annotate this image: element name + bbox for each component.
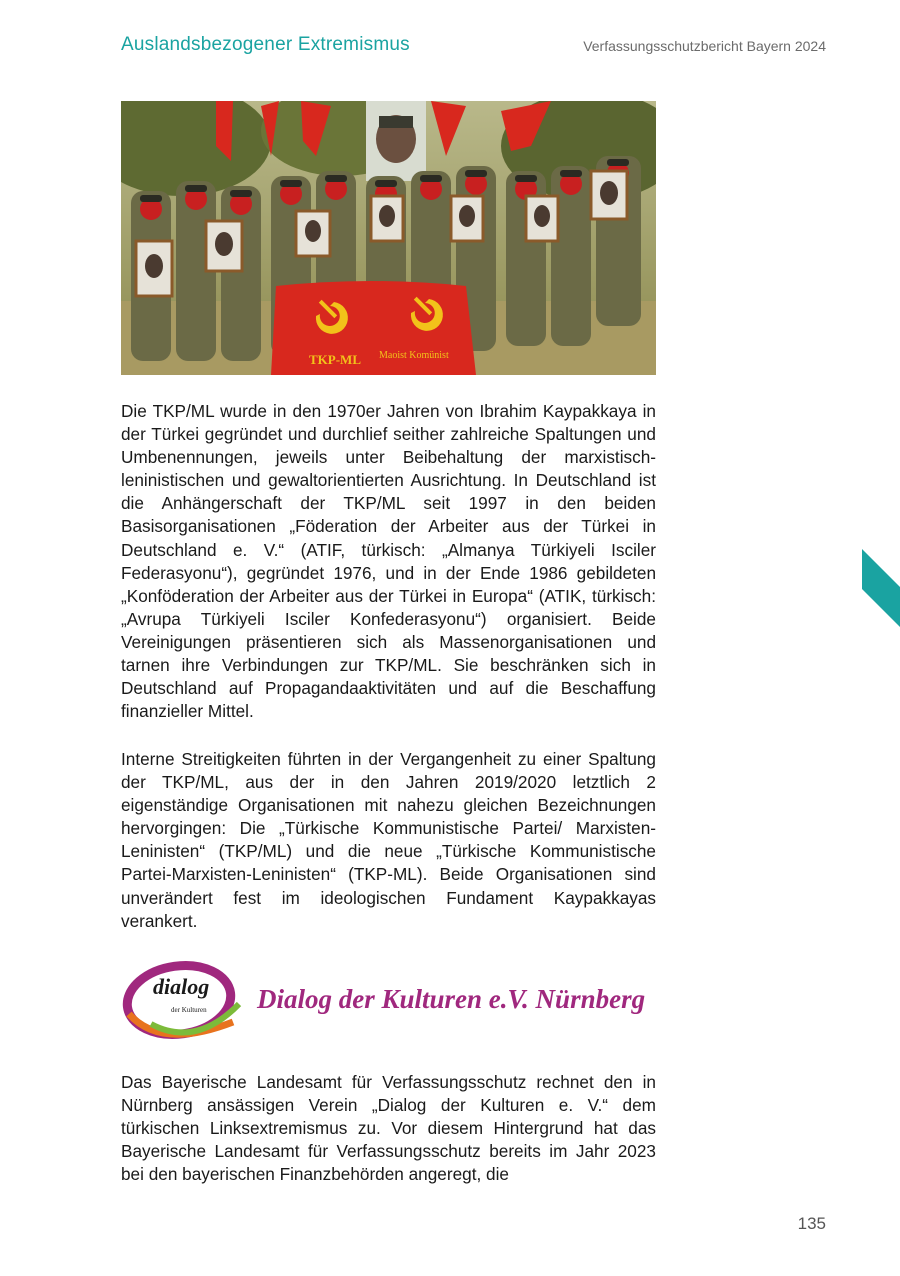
photo-tkpml-fighters [121, 101, 656, 375]
chapter-tab-marker [862, 549, 900, 627]
report-title: Verfassungsschutzbericht Bayern 2024 [583, 38, 826, 54]
paragraph-dialog-verein: Das Bayerische Landesamt für Verfassungsschutz rechnet den in Nürnberg ansässigen Verein „Dialog der Kulturen e. V.“ dem türkischen Linksextremismus zu. Vor diesem Hintergrund hat das Bayerische Landesamt für Verfassungsschutz bereits im Jahr 2023 bei den bayerischen Finanzbehörden angeregt, die [121, 1072, 656, 1185]
paragraph-split: Interne Streitigkeiten führten in der Vergangenheit zu einer Spaltung der TKP/ML, aus der in den Jahren 2019/2020 letztlich 2 eigenständige Organisationen mit nahezu gleichen Bezeichnungen hervorgingen: Die „Türkische Kommunistische Partei/ Marxisten-Leninisten“ (TKP/ML) und die neue „Türkische Kommunistische Partei-Marxisten-Leninisten“ (TKP-ML). Beide Organisationen sind unverändert fest im ideologischen Fundament Kaypakkayas verankert. [121, 749, 656, 931]
section-title: Auslandsbezogener Extremismus [121, 34, 410, 55]
banner-text-right: Maoist Komünist [379, 350, 449, 361]
logo-emblem-subword: der Kulturen [171, 1006, 207, 1014]
banner-text-left: TKP-ML [309, 352, 361, 367]
logo-dialog-der-kulturen [121, 952, 656, 1052]
logo-name: Dialog der Kulturen e.V. Nürnberg [257, 984, 646, 1014]
paragraph-tkpml-history: Die TKP/ML wurde in den 1970er Jahren von Ibrahim Kaypakkaya in der Türkei gegründet und durchlief seither zahlreiche Spaltungen und Umbenennungen, jeweils unter Beibehaltung der marxistisch-leninistischen und gewaltorientierten Ausrichtung. In Deutschland ist die Anhängerschaft der TKP/ML seit 1997 in den beiden Basisorganisationen „Föderation der Arbeiter aus der Türkei in Deutschland e. V.“ (ATIF, türkisch: „Almanya Türkiyeli Isciler Federasyonu“), gegründet 1976, und in der Ende 1986 gebildeten „Konföderation der Arbeiter aus der Türkei in Europa“ (ATIK, türkisch: „Avrupa Türkiyeli Isciler Konfederasyonu“) organisiert. Beide Vereinigungen präsentieren sich als Massenorganisationen und tarnen ihre Verbindungen zur TKP/ML. Sie beschränken sich in Deutschland auf Propagandaaktivitäten und auf die Beschaffung finanzieller Mittel. [121, 401, 656, 722]
logo-emblem-word: dialog [153, 974, 210, 999]
page-number: 135 [797, 1214, 826, 1233]
